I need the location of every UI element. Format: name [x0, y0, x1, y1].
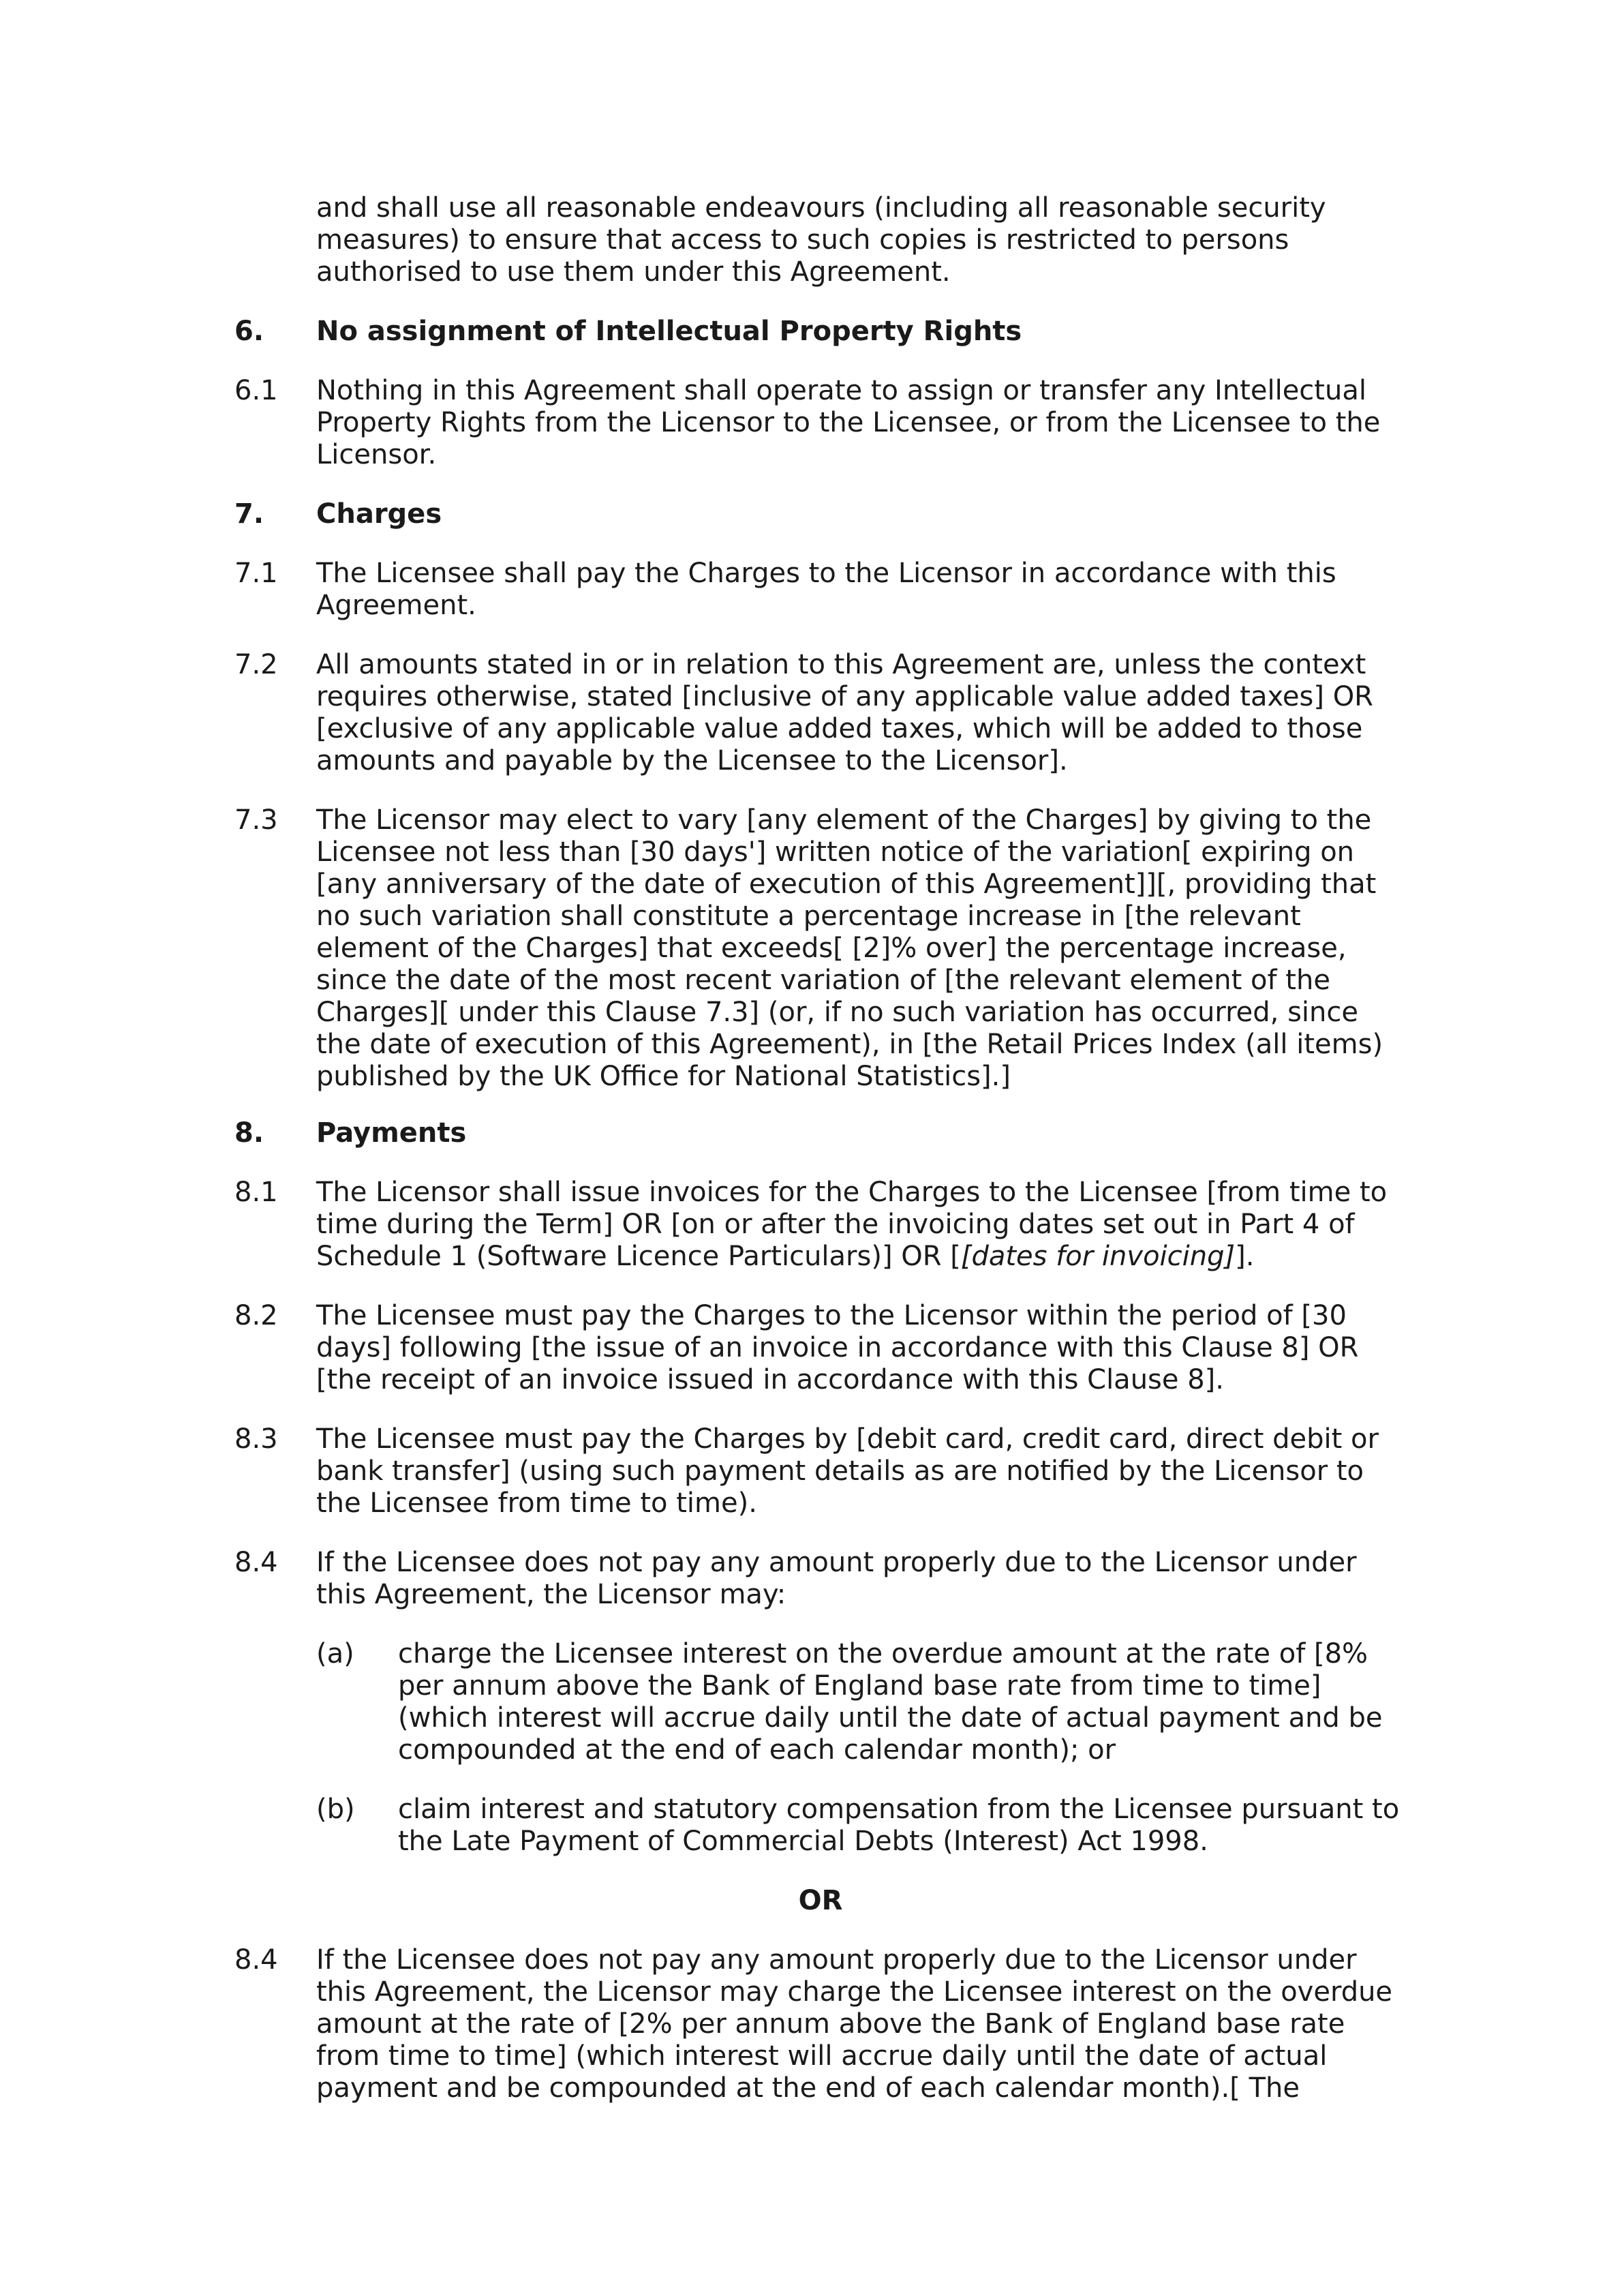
- clause-number: 8.4: [234, 1944, 278, 1976]
- subclause-label: (b): [316, 1794, 355, 1825]
- section-title: No assignment of Intellectual Property Rights: [316, 316, 1022, 347]
- clause-8-1: [234, 1177, 1407, 1273]
- clause-text: All amounts stated in or in relation to this Agreement are, unless the context requires otherwise, stated [inclusive of any applicable value added taxes] OR [exclusive of any applicable value added taxes, which will be added to those amounts and payable by the Licensee to the Licensor].: [316, 649, 1373, 776]
- section-8-heading: [234, 1117, 1407, 1149]
- clause-8-4-alternative: [234, 1944, 1407, 2104]
- subclause-text: claim interest and statutory compensation from the Licensee pursuant to the Late Payment of Commercial Debts (Interest) Act 1998.: [398, 1794, 1400, 1857]
- clause-6-1: [234, 375, 1407, 471]
- clause-number: 8.1: [234, 1177, 278, 1208]
- section-title: Payments: [316, 1117, 467, 1149]
- clause-text: The Licensor may elect to vary [any element of the Charges] by giving to the Licensee not less than [30 days'] written notice of the variation[ expiring on [any anniversary of the date of execution of this Agreement]][, providing that no such variation shall constitute a percentage increase in [the relevant element of the Charges] that exceeds[ [2]% over] the percentage increase, since the date of the most recent variation of [the relevant element of the Charges][ under this Clause 7.3] (or, if no such variation has occurred, since the date of execution of this Agreement), in [the Retail Prices Index (all items) published by the UK Office for National Statistics].]: [316, 804, 1383, 1092]
- section-title: Charges: [316, 498, 442, 530]
- clause-text: If the Licensee does not pay any amount properly due to the Licensor under this Agreement, the Licensor may:: [316, 1547, 1357, 1610]
- subclause-8-4-a: [234, 1638, 1407, 1766]
- subclause-label: (a): [316, 1638, 354, 1670]
- subclause-8-4-b: [234, 1794, 1407, 1858]
- or-separator: OR: [798, 1885, 843, 1916]
- clause-text: Nothing in this Agreement shall operate to assign or transfer any Intellectual Property Rights from the Licensor to the Licensee, or from the Licensee to the Licensor.: [316, 375, 1381, 470]
- section-number: 6.: [234, 316, 264, 347]
- clause-number: 7.3: [234, 804, 278, 836]
- clause-number: 8.2: [234, 1300, 278, 1331]
- section-6-heading: [234, 316, 1407, 348]
- placeholder-italic: [dates for invoicing]: [960, 1241, 1236, 1272]
- clause-7-1: [234, 558, 1407, 622]
- clause-8-3: [234, 1423, 1407, 1520]
- clause-text: If the Licensee does not pay any amount properly due to the Licensor under this Agreement, the Licensor may charge the Licensee interest on the overdue amount at the rate of [2% per annum above the Bank of England base rate from time to time] (which interest will accrue daily until the date of actual payment and be compounded at the end of each calendar month).[ The: [316, 1944, 1393, 2104]
- clause-number: 6.1: [234, 375, 278, 406]
- subclause-text: charge the Licensee interest on the overdue amount at the rate of [8% per annum above the Bank of England base rate from time to time] (which interest will accrue daily until the date of actual payment and be compounded at the end of each calendar month); or: [398, 1638, 1383, 1766]
- clause-number: 7.2: [234, 649, 278, 680]
- clause-7-2: [234, 649, 1407, 777]
- clause-text: The Licensee must pay the Charges by [debit card, credit card, direct debit or bank transfer] (using such payment details as are notified by the Licensor to the Licensee from time to time).: [316, 1423, 1379, 1519]
- clause-7-3: [234, 804, 1407, 1093]
- clause-text: The Licensor shall issue invoices for the Charges to the Licensee [from time to time during the Term] OR [on or after the invoicing dates set out in Part 4 of Schedule 1 (Software Licence Particulars)] OR [[dates for invoicing]].: [316, 1177, 1388, 1272]
- clause-number: 7.1: [234, 558, 278, 589]
- section-7-heading: [234, 498, 1407, 530]
- clause-8-2: [234, 1300, 1407, 1396]
- clause-text: The Licensee must pay the Charges to the Licensor within the period of [30 days] following [the issue of an invoice in accordance with this Clause 8] OR [the receipt of an invoice issued in accordance with this Clause 8].: [316, 1300, 1359, 1395]
- intro-paragraph: and shall use all reasonable endeavours (including all reasonable security measures) to ensure that access to such copies is restricted to persons authorised to use them under this Agreement.: [316, 192, 1326, 288]
- section-number: 8.: [234, 1117, 264, 1149]
- clause-text: The Licensee shall pay the Charges to the Licensor in accordance with this Agreement.: [316, 558, 1336, 621]
- clause-number: 8.3: [234, 1423, 278, 1455]
- clause-number: 8.4: [234, 1547, 278, 1578]
- clause-8-4: [234, 1547, 1407, 1611]
- section-number: 7.: [234, 498, 264, 530]
